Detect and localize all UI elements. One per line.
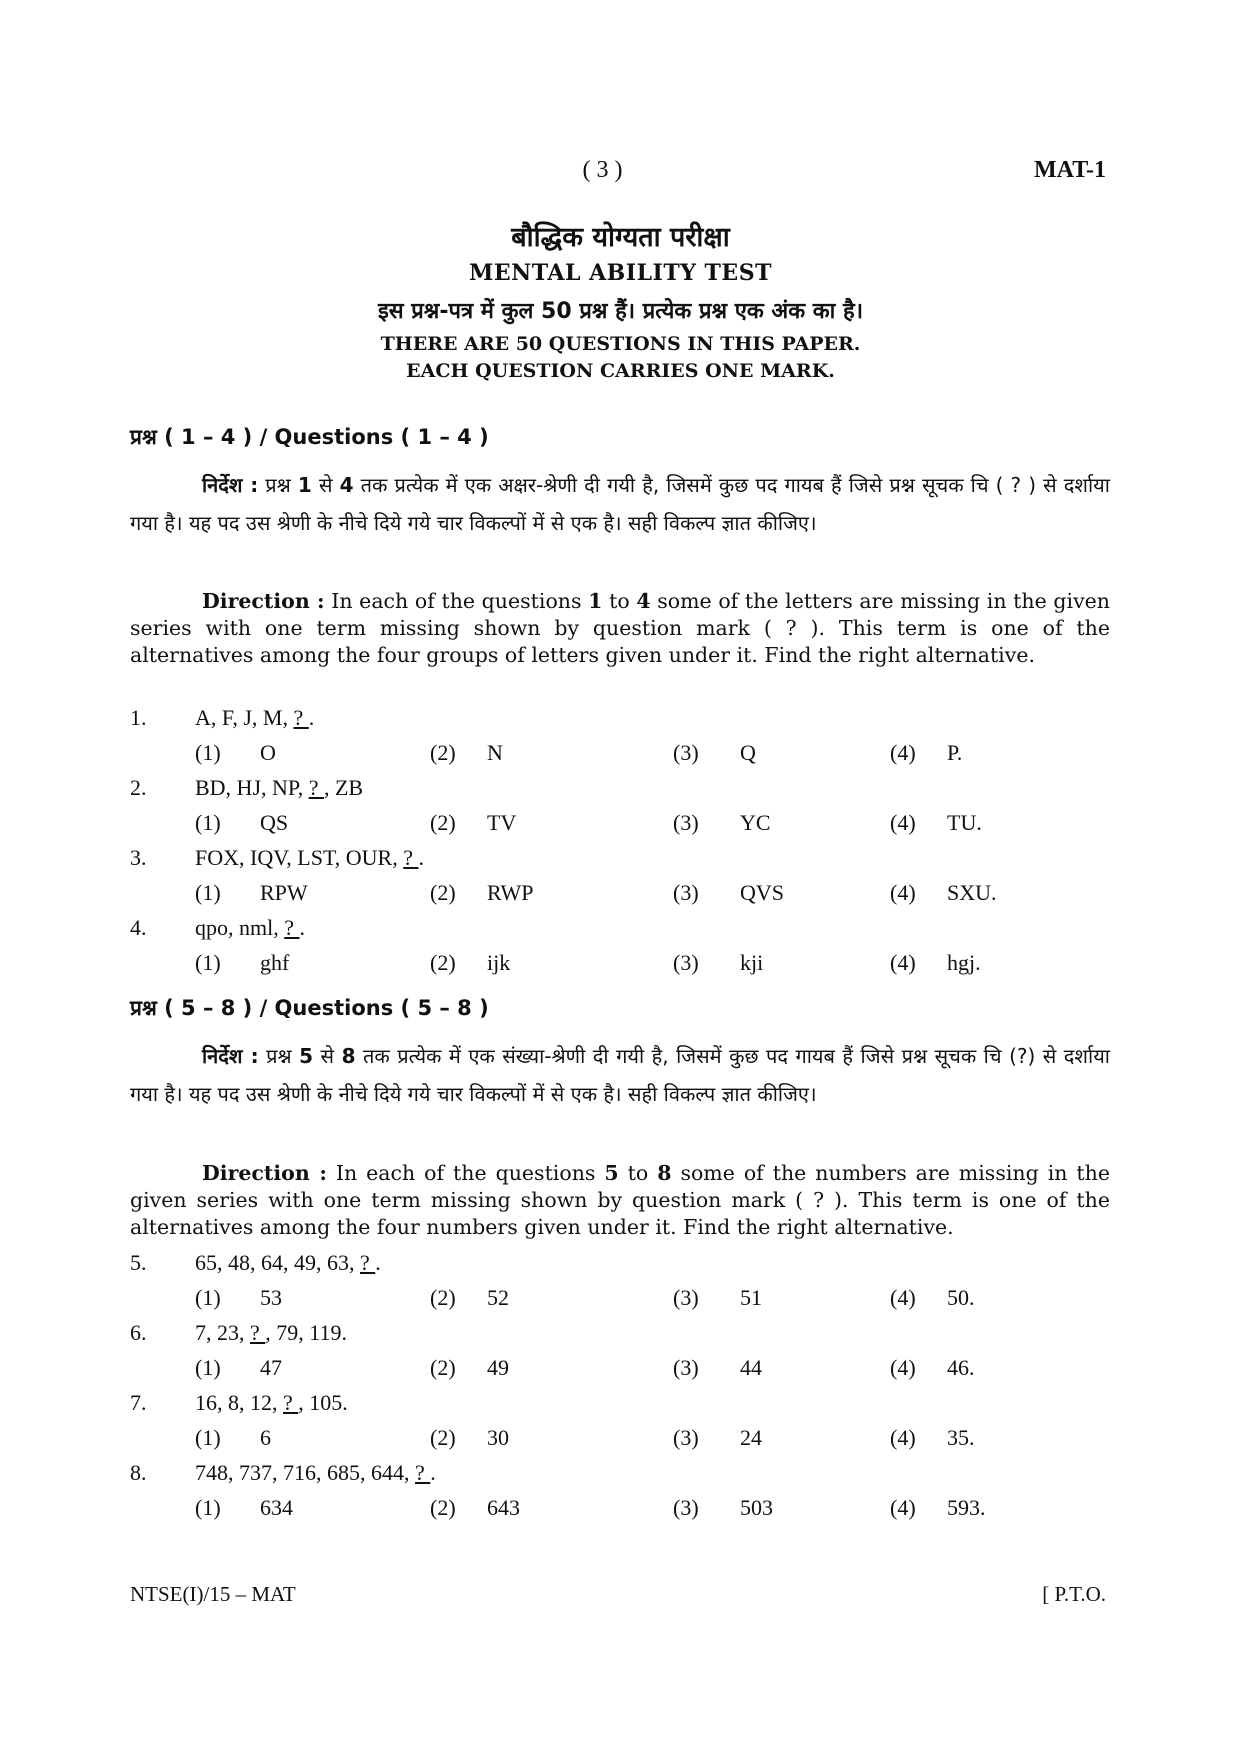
- options-3: [0, 880, 1241, 910]
- missing-term-mark: ?: [283, 1390, 299, 1415]
- option-label: (4): [890, 1355, 916, 1380]
- options-6: [0, 1355, 1241, 1385]
- option-value: ijk: [487, 950, 511, 975]
- question-text: A, F, J, M, ? .: [195, 705, 315, 730]
- option-label: (1): [195, 1285, 221, 1310]
- options-7: [0, 1425, 1241, 1455]
- question-1: [0, 705, 1241, 735]
- option-label: (2): [430, 1425, 456, 1450]
- options-8: [0, 1495, 1241, 1525]
- option-label: (3): [673, 1495, 699, 1520]
- question-6: [0, 1320, 1241, 1350]
- question-number: 6.: [130, 1320, 147, 1345]
- option-value: 30: [487, 1425, 509, 1450]
- option-value: 50.: [947, 1285, 975, 1310]
- question-number: 5.: [130, 1250, 147, 1275]
- option-value: 52: [487, 1285, 509, 1310]
- option-value: 6: [260, 1425, 271, 1450]
- title-hindi: बौद्धिक योग्यता परीक्षा: [511, 222, 730, 253]
- option-value: QVS: [740, 880, 785, 905]
- option-value: P.: [947, 740, 963, 765]
- direction-label: निर्देश :: [202, 1044, 259, 1068]
- option-label: (2): [430, 740, 456, 765]
- option-label: (3): [673, 880, 699, 905]
- option-value: SXU.: [947, 880, 997, 905]
- option-label: (2): [430, 1355, 456, 1380]
- option-value: 35.: [947, 1425, 975, 1450]
- option-value: 47: [260, 1355, 282, 1380]
- question-number: 1.: [130, 705, 147, 730]
- direction-label: निर्देश :: [202, 473, 259, 497]
- question-text: 748, 737, 716, 685, 644, ? .: [195, 1460, 436, 1485]
- question-7: [0, 1390, 1241, 1420]
- option-value: RWP: [487, 880, 534, 905]
- question-2: [0, 775, 1241, 805]
- options-1: [0, 740, 1241, 770]
- option-value: QS: [260, 810, 289, 835]
- missing-term-mark: ?: [415, 1460, 431, 1485]
- missing-term-mark: ?: [284, 915, 300, 940]
- info-english-line2: EACH QUESTION CARRIES ONE MARK.: [406, 360, 835, 382]
- direction-english-5-8: Direction : In each of the questions 5 to 8 some of the numbers are missing in the given series with one term missing shown by question mark ( ? ). This term is one of the alternatives among the four numbers given under it. Find the right alternative.: [130, 1161, 1110, 1239]
- option-label: (4): [890, 1285, 916, 1310]
- options-2: [0, 810, 1241, 840]
- footer-code: NTSE(I)/15 – MAT: [130, 1582, 296, 1606]
- option-label: (1): [195, 1495, 221, 1520]
- option-value: 46.: [947, 1355, 975, 1380]
- option-label: (2): [430, 1495, 456, 1520]
- option-value: TU.: [947, 810, 982, 835]
- paper-code: MAT-1: [1034, 157, 1106, 183]
- option-label: (1): [195, 740, 221, 765]
- options-4: [0, 950, 1241, 980]
- footer-pto: [ P.T.O.: [1042, 1582, 1106, 1606]
- section-heading-5-8: प्रश्न ( 5 – 8 ) / Questions ( 5 – 8 ): [130, 996, 489, 1020]
- question-text: FOX, IQV, LST, OUR, ? .: [195, 845, 424, 870]
- section-heading-1-4: प्रश्न ( 1 – 4 ) / Questions ( 1 – 4 ): [130, 425, 489, 449]
- direction-hindi-1-4: निर्देश : प्रश्न 1 से 4 तक प्रत्येक में एक अक्षर-श्रेणी दी गयी है, जिसमें कुछ पद गायब हैं जिसे प्रश्न सूचक चि ( ? ) से दर्शाया गया है। यह पद उस श्रेणी के नीचे दिये गये चार विकल्पों में से एक है। सही विकल्प ज्ञात कीजिए।: [130, 473, 1110, 535]
- option-value: 44: [740, 1355, 762, 1380]
- missing-term-mark: ?: [250, 1320, 266, 1345]
- option-value: 503: [740, 1495, 773, 1520]
- missing-term-mark: ?: [403, 845, 419, 870]
- question-number: 2.: [130, 775, 147, 800]
- option-value: 24: [740, 1425, 762, 1450]
- info-hindi: इस प्रश्न-पत्र में कुल 50 प्रश्न हैं। प्रत्येक प्रश्न एक अंक का है।: [377, 299, 864, 324]
- direction-english-1-4: Direction : In each of the questions 1 to 4 some of the letters are missing in the given series with one term missing shown by question mark ( ? ). This term is one of the alternatives among the four groups of letters given under it. Find the right alternative.: [130, 589, 1111, 667]
- option-label: (2): [430, 810, 456, 835]
- option-label: (3): [673, 1285, 699, 1310]
- question-text: qpo, nml, ? .: [195, 915, 305, 940]
- option-value: kji: [740, 950, 764, 975]
- option-value: O: [260, 740, 276, 765]
- option-label: (4): [890, 810, 916, 835]
- title-english: MENTAL ABILITY TEST: [469, 260, 772, 286]
- question-text: BD, HJ, NP, ? , ZB: [195, 775, 364, 800]
- option-label: (1): [195, 880, 221, 905]
- option-label: (2): [430, 950, 456, 975]
- question-number: 4.: [130, 915, 147, 940]
- option-value: N: [487, 740, 503, 765]
- option-label: (3): [673, 1355, 699, 1380]
- page-number: ( 3 ): [582, 157, 623, 183]
- direction-label: Direction :: [202, 1161, 327, 1185]
- question-number: 3.: [130, 845, 147, 870]
- option-value: TV: [487, 810, 517, 835]
- direction-hindi-5-8: निर्देश : प्रश्न 5 से 8 तक प्रत्येक में एक संख्या-श्रेणी दी गयी है, जिसमें कुछ पद गायब हैं जिसे प्रश्न सूचक चि (?) से दर्शाया गया है। यह पद उस श्रेणी के नीचे दिये गये चार विकल्पों में से एक है। सही विकल्प ज्ञात कीजिए।: [130, 1044, 1110, 1106]
- option-label: (3): [673, 950, 699, 975]
- info-english-line1: THERE ARE 50 QUESTIONS IN THIS PAPER.: [380, 333, 861, 355]
- option-label: (2): [430, 880, 456, 905]
- option-label: (1): [195, 950, 221, 975]
- question-8: [0, 1460, 1241, 1490]
- question-number: 7.: [130, 1390, 147, 1415]
- option-label: (3): [673, 740, 699, 765]
- option-value: RPW: [260, 880, 308, 905]
- option-value: ghf: [260, 950, 290, 975]
- option-value: 634: [260, 1495, 293, 1520]
- option-value: Q: [740, 740, 756, 765]
- question-4: [0, 915, 1241, 945]
- options-5: [0, 1285, 1241, 1315]
- option-label: (4): [890, 880, 916, 905]
- option-label: (1): [195, 810, 221, 835]
- option-value: 53: [260, 1285, 282, 1310]
- option-label: (3): [673, 810, 699, 835]
- option-label: (1): [195, 1355, 221, 1380]
- option-label: (4): [890, 740, 916, 765]
- option-value: hgj.: [947, 950, 981, 975]
- question-3: [0, 845, 1241, 875]
- option-label: (4): [890, 950, 916, 975]
- option-label: (4): [890, 1495, 916, 1520]
- option-value: YC: [740, 810, 771, 835]
- option-value: 643: [487, 1495, 520, 1520]
- option-label: (2): [430, 1285, 456, 1310]
- option-value: 49: [487, 1355, 509, 1380]
- question-5: [0, 1250, 1241, 1280]
- option-label: (4): [890, 1425, 916, 1450]
- option-label: (3): [673, 1425, 699, 1450]
- question-text: 16, 8, 12, ? , 105.: [195, 1390, 348, 1415]
- option-value: 593.: [947, 1495, 986, 1520]
- option-value: 51: [740, 1285, 762, 1310]
- question-text: 65, 48, 64, 49, 63, ? .: [195, 1250, 381, 1275]
- option-label: (1): [195, 1425, 221, 1450]
- question-number: 8.: [130, 1460, 147, 1485]
- direction-label: Direction :: [202, 589, 325, 613]
- missing-term-mark: ?: [293, 705, 309, 730]
- missing-term-mark: ?: [308, 775, 324, 800]
- missing-term-mark: ?: [360, 1250, 376, 1275]
- question-text: 7, 23, ? , 79, 119.: [195, 1320, 347, 1345]
